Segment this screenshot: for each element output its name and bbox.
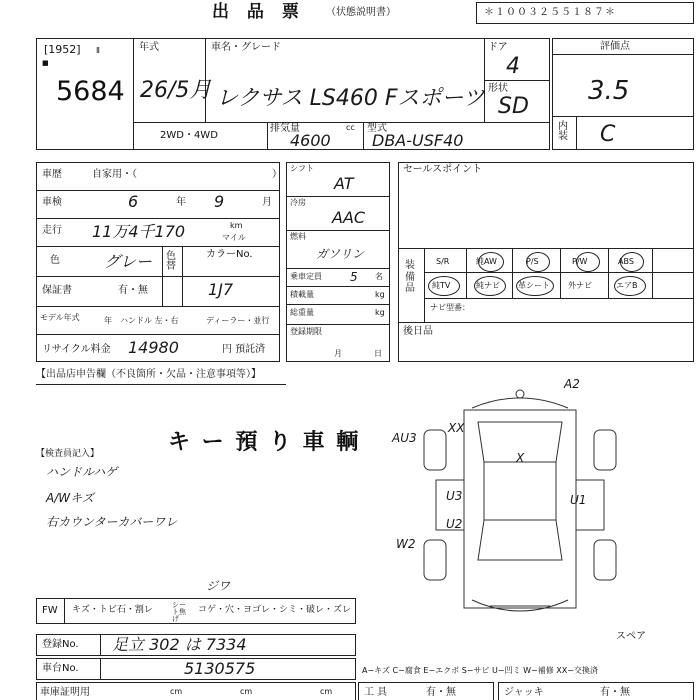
equip-leather: 革シート — [518, 281, 550, 290]
model-code-value: DBA-USF40 — [372, 131, 464, 150]
recycle-label: リサイクル料金 — [42, 344, 111, 355]
drive-label: 2WD・4WD — [160, 130, 218, 141]
door-value: 4 — [506, 54, 520, 79]
car-damage-diagram — [380, 370, 694, 632]
model-label: 車名・グレード — [211, 42, 281, 53]
load-label: 積載量 — [290, 290, 314, 299]
spare-label: スペア — [616, 631, 646, 642]
interior-value: C — [600, 122, 616, 147]
inspector-label: 【検査員記入】 — [36, 449, 100, 459]
fuel-label: 燃料 — [290, 232, 306, 241]
key-note: キ ー 預 り 車 輌 — [168, 430, 361, 455]
color-label: 色 — [50, 255, 60, 266]
diagram-note-u2: U2 — [446, 517, 463, 531]
displacement-unit: cc — [346, 123, 355, 132]
ac-value: AAC — [332, 208, 366, 227]
equip-pw: P/W — [572, 257, 588, 266]
score-label: 評価点 — [600, 41, 630, 52]
jack-value: 有・無 — [600, 687, 630, 698]
shift-value: AT — [334, 174, 354, 193]
jack-label: ジャッキ — [504, 687, 544, 698]
info-block — [36, 162, 280, 362]
report-label: 【出品店申告欄（不良箇所・欠品・注意事項等）】 — [36, 369, 261, 380]
chassis-label: 車台No. — [42, 663, 79, 674]
year-label: 年式 — [139, 42, 159, 53]
sheet-subtitle: （状態説明書） — [326, 7, 396, 18]
color-no-value: 1J7 — [208, 280, 234, 299]
equip-tv: 純TV — [432, 281, 451, 290]
equipment-label: 装備品 — [405, 260, 415, 294]
inspection-label: 車検 — [42, 197, 62, 208]
equip-ext-navi: 外ナビ — [568, 281, 592, 290]
shape-value: SD — [498, 94, 529, 119]
fuel-value: ガソリン — [316, 247, 365, 261]
displacement-value: 4600 — [290, 131, 331, 150]
warranty-value: 有・無 — [118, 285, 148, 296]
year-value: 26/5月 — [140, 78, 212, 103]
recycle-value: 14980 — [128, 338, 179, 357]
chassis-value: 5130575 — [184, 659, 256, 678]
mileage-label: 走行 — [42, 225, 62, 236]
color-value: グレー — [104, 252, 153, 271]
history-label: 車歴 — [42, 169, 62, 180]
fw-mark: ジワ — [206, 579, 231, 593]
capacity-label: 乗車定員 — [290, 272, 322, 281]
lot-number: 5684 — [56, 76, 125, 107]
equip-aw: 純AW — [476, 257, 497, 266]
windshield-outline — [478, 520, 562, 560]
warranty-label: 保証書 — [42, 285, 72, 296]
lot-code: [1952] — [44, 43, 81, 56]
tools-label: 工 具 — [364, 687, 388, 698]
model-year-label: モデル年式 — [40, 313, 80, 322]
nav-model-label: ナビ型番： — [430, 303, 470, 312]
interior-label: 内装 — [558, 121, 568, 142]
front-left-wheel — [424, 540, 446, 580]
gross-label: 総重量 — [290, 308, 314, 317]
diagram-note-w2: W2 — [396, 537, 416, 551]
sales-point-label: セールスポイント — [403, 164, 483, 175]
diagram-note-u1: U1 — [570, 493, 587, 507]
model-code-label: 型式 — [367, 123, 387, 134]
registration-value: 足立 302 は 7334 — [112, 635, 247, 654]
diagram-note-a2: A2 — [564, 377, 580, 391]
fw-sheet: シート焦げ — [172, 601, 186, 623]
rear-left-wheel — [424, 430, 446, 470]
reg-period-label: 登録期限 — [290, 327, 322, 336]
color-change-label: 色替 — [166, 251, 176, 272]
rear-seat-label: 後日品 — [403, 326, 433, 337]
equip-abs: ABS — [618, 257, 634, 266]
model-value: レクサス LS460 Fスポーツ — [216, 86, 485, 111]
diagram-note-x: X — [516, 451, 525, 465]
history-value: 自家用・（ — [92, 169, 137, 180]
color-no-label: カラーNo. — [206, 249, 253, 260]
inspection-month: 9 — [214, 192, 225, 211]
shift-label: シフト — [290, 164, 314, 173]
displacement-label: 排気量 — [270, 123, 300, 134]
equip-airbag: エアB — [616, 281, 638, 290]
inspector-note-3: 右カウンターカバーワレ — [46, 515, 178, 529]
diagram-note-u3: U3 — [446, 489, 463, 503]
tools-value: 有・無 — [426, 687, 456, 698]
fw-label: FW — [42, 605, 58, 616]
inspector-note-1: ハンドルハゲ — [46, 465, 118, 479]
fw-text2: コゲ・穴・ヨゴレ・シミ・破レ・ズレ — [198, 605, 352, 615]
roof-outline — [484, 462, 556, 520]
rear-right-wheel — [594, 430, 616, 470]
front-right-wheel — [594, 540, 616, 580]
rear-bumper-outline — [472, 398, 568, 408]
mileage-value: 11万4千170 — [92, 222, 186, 241]
ac-label: 冷房 — [290, 198, 306, 207]
serial-number: ＊１００３２５５１８７＊ — [484, 7, 616, 18]
diagram-note-au3: AU3 — [392, 431, 417, 445]
score-value: 3.5 — [588, 76, 630, 106]
damage-legend: A−キズ C−腐食 E−エクボ S−サビ U−凹ミ W−補修 XX−交換済 — [362, 666, 598, 675]
shape-label: 形状 — [488, 83, 508, 94]
equip-navi: 純ナビ — [476, 281, 500, 290]
equip-ps: P/S — [526, 257, 539, 266]
registration-label: 登録No. — [42, 639, 79, 650]
spare-marker — [516, 390, 524, 398]
equip-sr: S/R — [436, 257, 450, 266]
sheet-title: 出 品 票 — [212, 2, 305, 22]
diagram-note-xx: XX — [448, 421, 465, 435]
inspector-note-2: A/Wキズ — [46, 491, 94, 505]
door-label: ドア — [488, 42, 508, 53]
fw-text: キズ・トビ石・割レ — [72, 605, 153, 615]
inspection-year: 6 — [128, 192, 139, 211]
auction-sheet: 出 品 票 （状態説明書） ＊１００３２５５１８７＊ [1952] Ⅱ ■ 5684 年式 26/5月 車名・グレード レクサス LS460 Fスポーツ ドア 4 形状 SD 2WD・4WD 排気量 cc 4600 型式 DBA-USF40 評価点 3.5 内装 C 車歴 自家用・（ ） 車検 6 年 9 月 走行 11万4千170 km マイル 色 グレー 色替 カラーNo. 1J7 保証書 有・無 モデル年式 年 ハンドル 左・右 ディーラー・並行 リサイクル料金 14980 円 預託済 シフト AT 冷房 AAC 燃料 ガソリン 乗車定員 5 名 積載量 kg 総重量 kg 登録期限 月 日 セールスポイント 装備品 S/R 純AW P/S P/W ABS 純TV 純ナビ 革シート 外ナビ エアB ナビ型番： 後日品 【出品店申告欄（不良箇所・欠品・注意事項等）】 【検査員記入】 ハンドルハゲ A/Wキズ 右カウンターカバーワレ キ ー 預 り 車 輌 A2 AU3 XX X U3 U1 U2 W2 スペア FW キズ・トビ石・割レ シート焦げ コゲ・穴・ヨゴレ・シミ・破レ・ズレ ジワ 登録No. 足立 302 は 7334 車台No. 5130575 A−キズ C−腐食 E−エクボ S−サビ U−凹ミ W−補修 XX−交換済 車庫証明用 cm cm cm 工 具 有・無 ジャッキ 有・無 — [0, 0, 700, 700]
capacity-value: 5 — [350, 270, 358, 284]
cert-label: 車庫証明用 — [40, 687, 90, 698]
